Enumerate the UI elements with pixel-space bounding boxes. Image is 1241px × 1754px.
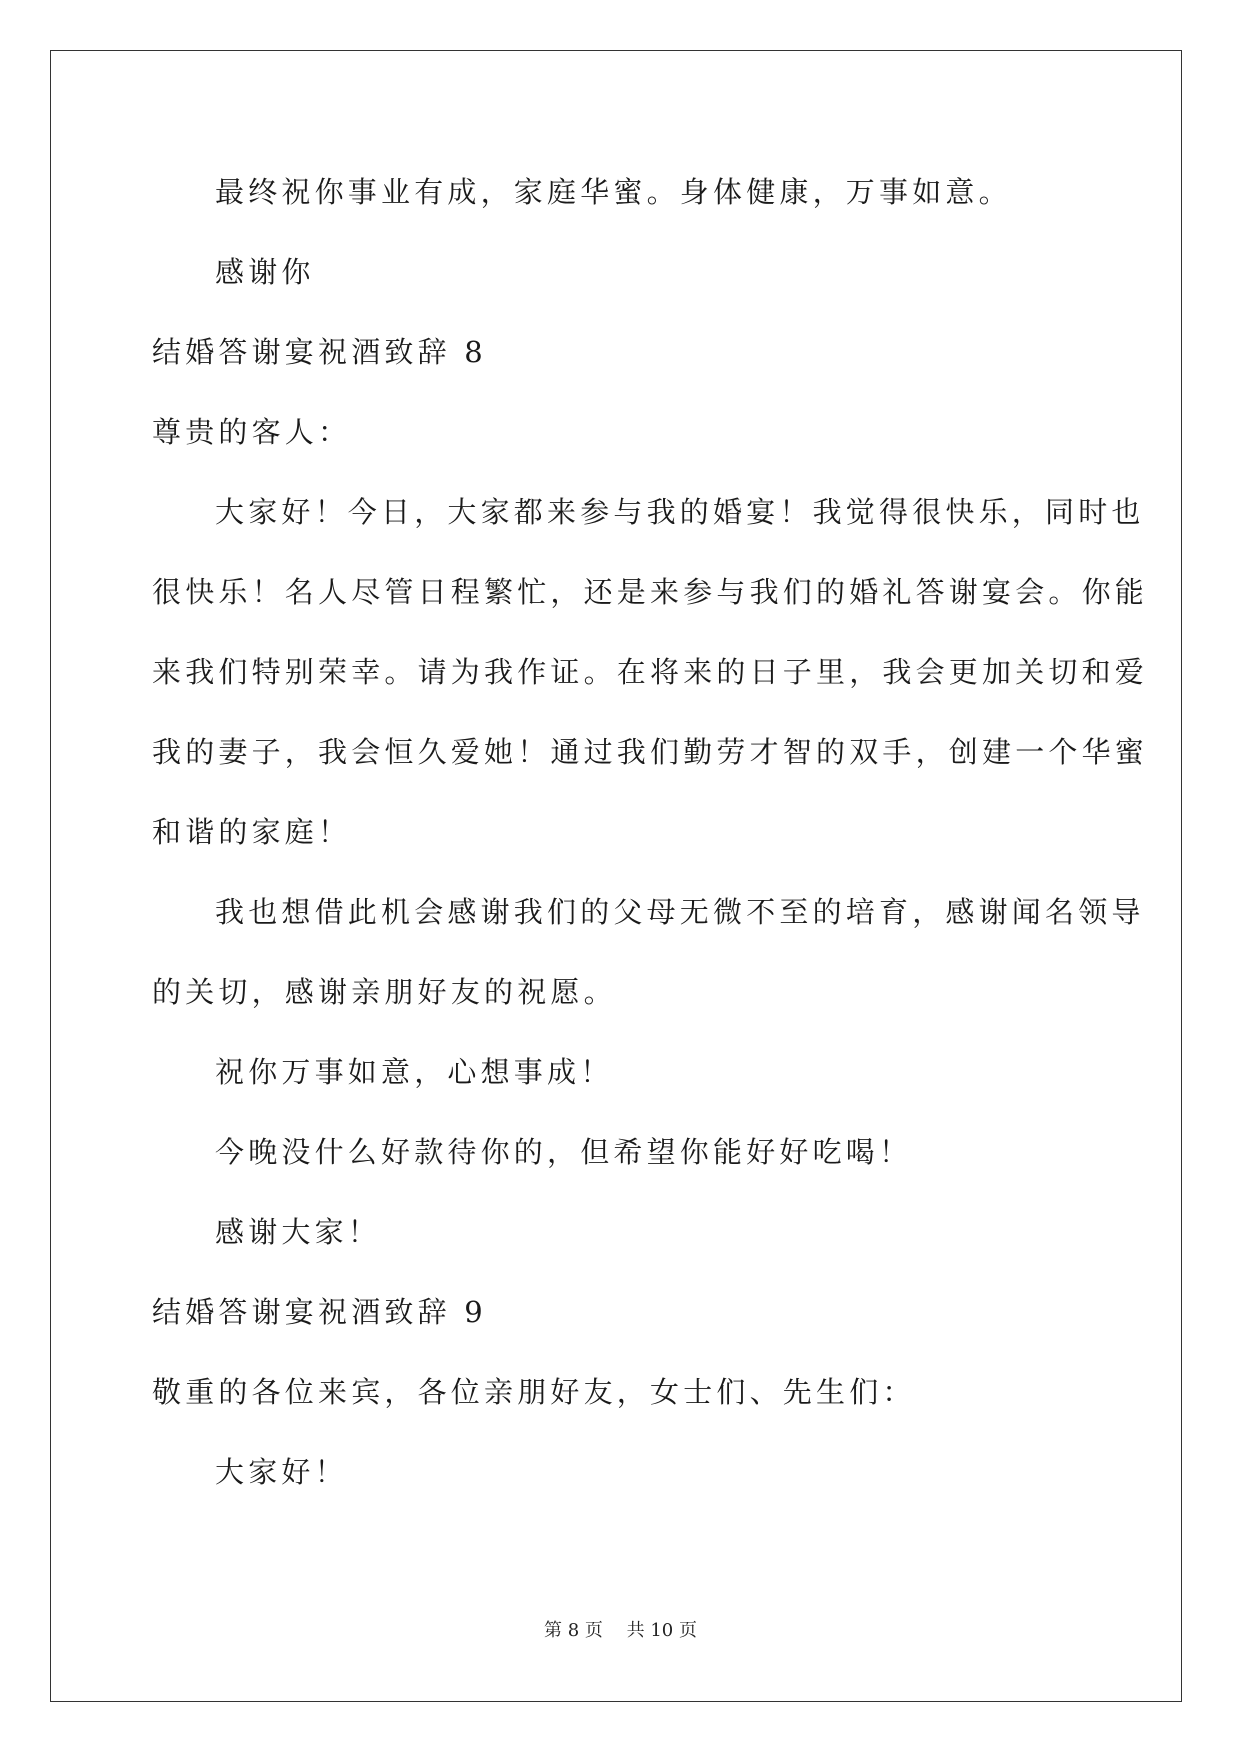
paragraph-line: 感谢你 xyxy=(215,255,315,289)
section-heading: 结婚答谢宴祝酒致辞 9 xyxy=(152,1295,487,1329)
paragraph-line: 和谐的家庭！ xyxy=(152,815,352,849)
paragraph-line: 祝你万事如意，心想事成！ xyxy=(215,1055,614,1089)
paragraph-line: 来我们特别荣幸。请为我作证。在将来的日子里，我会更加关切和爱 xyxy=(152,655,1149,689)
paragraph-line: 最终祝你事业有成，家庭华蜜。身体健康，万事如意。 xyxy=(215,175,1012,209)
page-number-footer: 第 8 页 共 10 页 xyxy=(544,1620,697,1641)
salutation: 敬重的各位来宾，各位亲朋好友，女士们、先生们： xyxy=(152,1375,916,1409)
paragraph-line: 我的妻子，我会恒久爱她！通过我们勤劳才智的双手，创建一个华蜜 xyxy=(152,735,1149,769)
paragraph-line: 今晚没什么好款待你的，但希望你能好好吃喝！ xyxy=(215,1135,913,1169)
paragraph-line: 我也想借此机会感谢我们的父母无微不至的培育，感谢闻名领导 xyxy=(215,895,1145,929)
paragraph-line: 的关切，感谢亲朋好友的祝愿。 xyxy=(152,975,617,1009)
paragraph-line: 大家好！今日，大家都来参与我的婚宴！我觉得很快乐，同时也 xyxy=(215,495,1145,529)
paragraph-line: 很快乐！名人尽管日程繁忙，还是来参与我们的婚礼答谢宴会。你能 xyxy=(152,575,1149,609)
paragraph-line: 感谢大家！ xyxy=(215,1215,382,1249)
paragraph-line: 大家好！ xyxy=(215,1455,348,1489)
salutation: 尊贵的客人： xyxy=(152,415,352,449)
section-heading: 结婚答谢宴祝酒致辞 8 xyxy=(152,335,487,369)
